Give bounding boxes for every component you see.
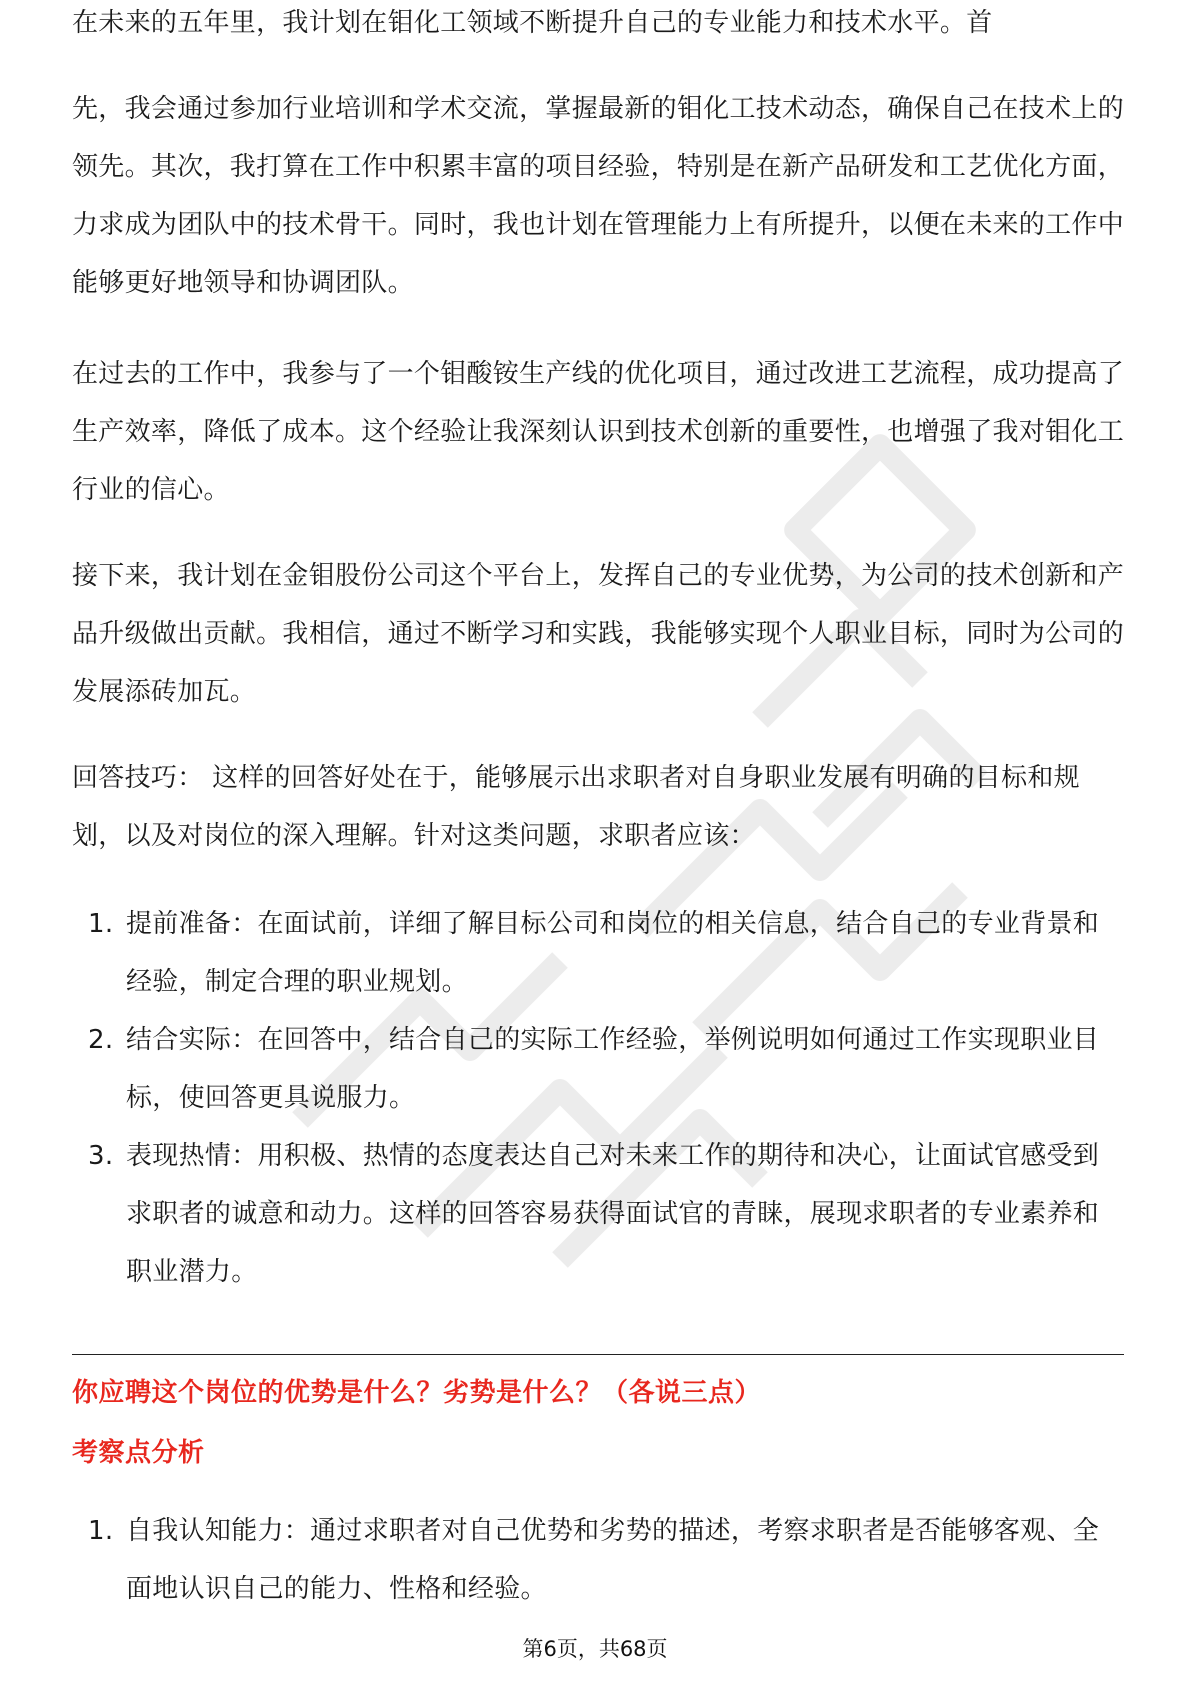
list-item: [72, 895, 1124, 1011]
paragraph-past-experience: 在过去的工作中，我参与了一个钼酸铵生产线的优化项目，通过改进工艺流程，成功提高了生产效率，降低了成本。这个经验让我深刻认识到技术创新的重要性，也增强了我对钼化工行业的信心。: [72, 359, 1125, 505]
paragraph-next-steps: 接下来，我计划在金钼股份公司这个平台上，发挥自己的专业优势，为公司的技术创新和产品升级做出贡献。我相信，通过不断学习和实践，我能够实现个人职业目标，同时为公司的发展添砖加瓦。: [72, 561, 1125, 707]
list-item: [72, 1011, 1124, 1127]
list-item-text: 表现热情：用积极、热情的态度表达自己对未来工作的期待和决心，让面试官感受到求职者的诚意和动力。这样的回答容易获得面试官的青睐，展现求职者的专业素养和职业潜力。: [126, 1141, 1100, 1287]
page-number-footer: 第6页，共68页: [522, 1637, 668, 1661]
list-item-number: 3.: [88, 1141, 114, 1171]
list-item: [72, 1127, 1124, 1301]
paragraph-career-plan: 先，我会通过参加行业培训和学术交流，掌握最新的钼化工技术动态，确保自己在技术上的领先。其次，我打算在工作中积累丰富的项目经验，特别是在新产品研发和工艺优化方面，力求成为团队中的技术骨干。同时，我也计划在管理能力上有所提升，以便在未来的工作中能够更好地领导和协调团队。: [72, 94, 1125, 298]
list-item-text: 提前准备：在面试前，详细了解目标公司和岗位的相关信息，结合自己的专业背景和经验，制定合理的职业规划。: [126, 909, 1100, 997]
list-item-text: 结合实际：在回答中，结合自己的实际工作经验，举例说明如何通过工作实现职业目标，使回答更具说服力。: [126, 1025, 1100, 1113]
list-item: [72, 1502, 1124, 1618]
paragraph-continuation-top: 在未来的五年里，我计划在钼化工领域不断提升自己的专业能力和技术水平。首: [72, 8, 993, 38]
tips-list: [72, 895, 1124, 1301]
interview-question-heading: 你应聘这个岗位的优势是什么？劣势是什么？（各说三点）: [72, 1378, 762, 1408]
section-divider: [72, 1354, 1124, 1355]
clipped-paragraph-top: [72, 0, 1124, 70]
list-item-text: 自我认知能力：通过求职者对自己优势和劣势的描述，考察求职者是否能够客观、全面地认识自己的能力、性格和经验。: [126, 1516, 1100, 1604]
paragraph-answer-tips: 回答技巧： 这样的回答好处在于，能够展示出求职者对自身职业发展有明确的目标和规划，以及对岗位的深入理解。针对这类问题，求职者应该：: [72, 763, 1080, 851]
body-text-block-3: [72, 547, 1124, 721]
list-item-number: 1.: [88, 909, 114, 939]
analysis-heading: 考察点分析: [72, 1438, 205, 1468]
body-text-block-1: [72, 80, 1124, 312]
tips-list-block: [72, 895, 1124, 1301]
analysis-list: [72, 1502, 1124, 1618]
list-item-number: 1.: [88, 1516, 114, 1546]
body-text-block-2: [72, 345, 1124, 519]
analysis-list-block: [72, 1502, 1124, 1618]
body-text-block-4: [72, 749, 1124, 865]
list-item-number: 2.: [88, 1025, 114, 1055]
